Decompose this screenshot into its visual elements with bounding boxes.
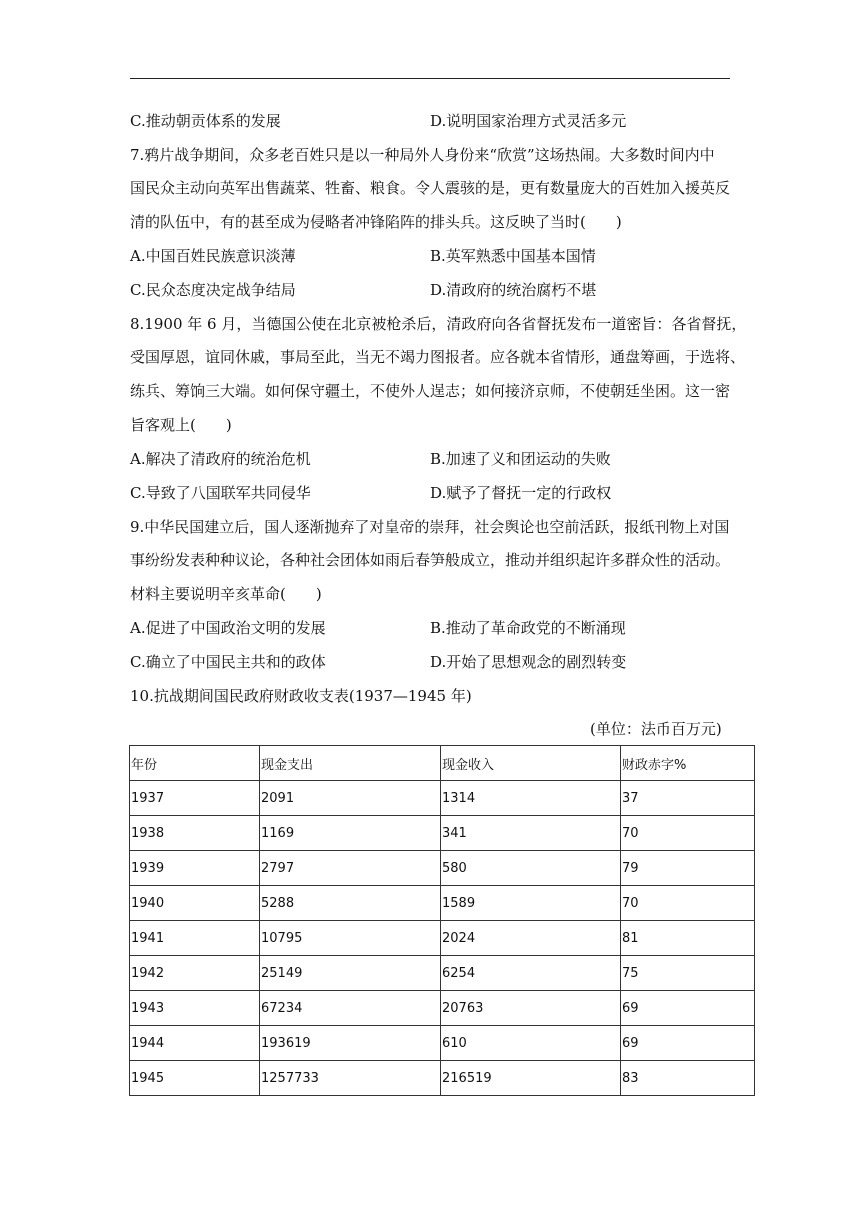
cell-expenditure: 1257733 [260, 1061, 441, 1096]
cell-year: 1940 [130, 886, 260, 921]
cell-deficit: 70 [621, 886, 755, 921]
table-row [130, 921, 755, 956]
header-rule [130, 78, 730, 79]
cell-expenditure: 67234 [260, 991, 441, 1026]
cell-year: 1941 [130, 921, 260, 956]
cell-year: 1942 [130, 956, 260, 991]
cell-deficit: 81 [621, 921, 755, 956]
q9-option-a: A.促进了中国政治文明的发展 [130, 619, 326, 637]
cell-revenue: 216519 [441, 1061, 621, 1096]
cell-expenditure: 25149 [260, 956, 441, 991]
cell-revenue: 610 [441, 1026, 621, 1061]
cell-revenue: 6254 [441, 956, 621, 991]
header-revenue: 现金收入 [441, 746, 621, 781]
finance-table [129, 745, 755, 1096]
cell-revenue: 341 [441, 816, 621, 851]
q10-stem: 10.抗战期间国民政府财政收支表(1937—1945 年) [130, 687, 472, 705]
table-row [130, 1061, 755, 1096]
q8-option-c: C.导致了八国联军共同侵华 [130, 484, 311, 502]
q7-option-c: C.民众态度决定战争结局 [130, 281, 296, 299]
header-deficit: 财政赤字% [621, 746, 755, 781]
cell-expenditure: 193619 [260, 1026, 441, 1061]
q9-stem-line-3: 材料主要说明辛亥革命( ) [130, 585, 322, 603]
q8-stem-line-2: 受国厚恩，谊同休戚，事局至此，当无不竭力图报者。应各就本省情形，通盘筹画，于选将、 [130, 348, 746, 366]
q9-option-b: B.推动了革命政党的不断涌现 [430, 619, 626, 637]
q8-option-a: A.解决了清政府的统治危机 [130, 450, 311, 468]
cell-revenue: 1589 [441, 886, 621, 921]
q8-stem-line-4: 旨客观上( ) [130, 416, 232, 434]
q7-option-d: D.清政府的统治腐朽不堪 [430, 281, 597, 299]
table-row [130, 956, 755, 991]
table-unit-note: (单位：法币百万元) [590, 720, 722, 738]
q9-option-d: D.开始了思想观念的剧烈转变 [430, 653, 627, 671]
cell-year: 1943 [130, 991, 260, 1026]
cell-year: 1939 [130, 851, 260, 886]
cell-expenditure: 2797 [260, 851, 441, 886]
cell-expenditure: 10795 [260, 921, 441, 956]
q9-stem-line-1: 9.中华民国建立后，国人逐渐抛弃了对皇帝的崇拜，社会舆论也空前活跃，报纸刊物上对国 [130, 518, 730, 536]
q7-stem-line-1: 7.鸦片战争期间，众多老百姓只是以一种局外人身份来“欣赏”这场热闹。大多数时间内中 [130, 146, 715, 164]
table-row [130, 781, 755, 816]
cell-year: 1937 [130, 781, 260, 816]
table-body [130, 781, 755, 1096]
cell-deficit: 83 [621, 1061, 755, 1096]
q9-stem-line-2: 事纷纷发表种种议论，各种社会团体如雨后春笋般成立，推动并组织起许多群众性的活动。 [130, 551, 731, 569]
cell-deficit: 37 [621, 781, 755, 816]
cell-expenditure: 1169 [260, 816, 441, 851]
cell-deficit: 75 [621, 956, 755, 991]
cell-revenue: 20763 [441, 991, 621, 1026]
cell-revenue: 1314 [441, 781, 621, 816]
cell-revenue: 2024 [441, 921, 621, 956]
table-row [130, 851, 755, 886]
q8-option-b: B.加速了义和团运动的失败 [430, 450, 611, 468]
table-row [130, 991, 755, 1026]
cell-deficit: 69 [621, 991, 755, 1026]
cell-year: 1945 [130, 1061, 260, 1096]
cell-revenue: 580 [441, 851, 621, 886]
header-year: 年份 [130, 746, 260, 781]
cell-year: 1938 [130, 816, 260, 851]
q9-option-c: C.确立了中国民主共和的政体 [130, 653, 326, 671]
q7-stem-line-3: 清的队伍中，有的甚至成为侵略者冲锋陷阵的排头兵。这反映了当时( ) [130, 213, 622, 231]
q8-stem-line-1: 8.1900 年 6 月，当德国公使在北京被枪杀后，清政府向各省督抚发布一道密旨：各省督抚， [130, 315, 747, 333]
q8-option-d: D.赋予了督抚一定的行政权 [430, 484, 612, 502]
cell-expenditure: 2091 [260, 781, 441, 816]
table-header-row [130, 746, 755, 781]
q6-option-c: C.推动朝贡体系的发展 [130, 112, 281, 130]
q8-stem-line-3: 练兵、筹饷三大端。如何保守疆土，不使外人逞志；如何接济京师，不使朝廷坐困。这一密 [130, 382, 731, 400]
q6-option-d: D.说明国家治理方式灵活多元 [430, 112, 627, 130]
cell-year: 1944 [130, 1026, 260, 1061]
q7-stem-line-2: 国民众主动向英军出售蔬菜、牲畜、粮食。令人震骇的是，更有数量庞大的百姓加入援英反 [130, 179, 731, 197]
cell-deficit: 69 [621, 1026, 755, 1061]
table-row [130, 886, 755, 921]
table-row [130, 1026, 755, 1061]
cell-deficit: 79 [621, 851, 755, 886]
table-row [130, 816, 755, 851]
q7-option-a: A.中国百姓民族意识淡薄 [130, 247, 296, 265]
header-expenditure: 现金支出 [260, 746, 441, 781]
cell-expenditure: 5288 [260, 886, 441, 921]
q7-option-b: B.英军熟悉中国基本国情 [430, 247, 596, 265]
cell-deficit: 70 [621, 816, 755, 851]
